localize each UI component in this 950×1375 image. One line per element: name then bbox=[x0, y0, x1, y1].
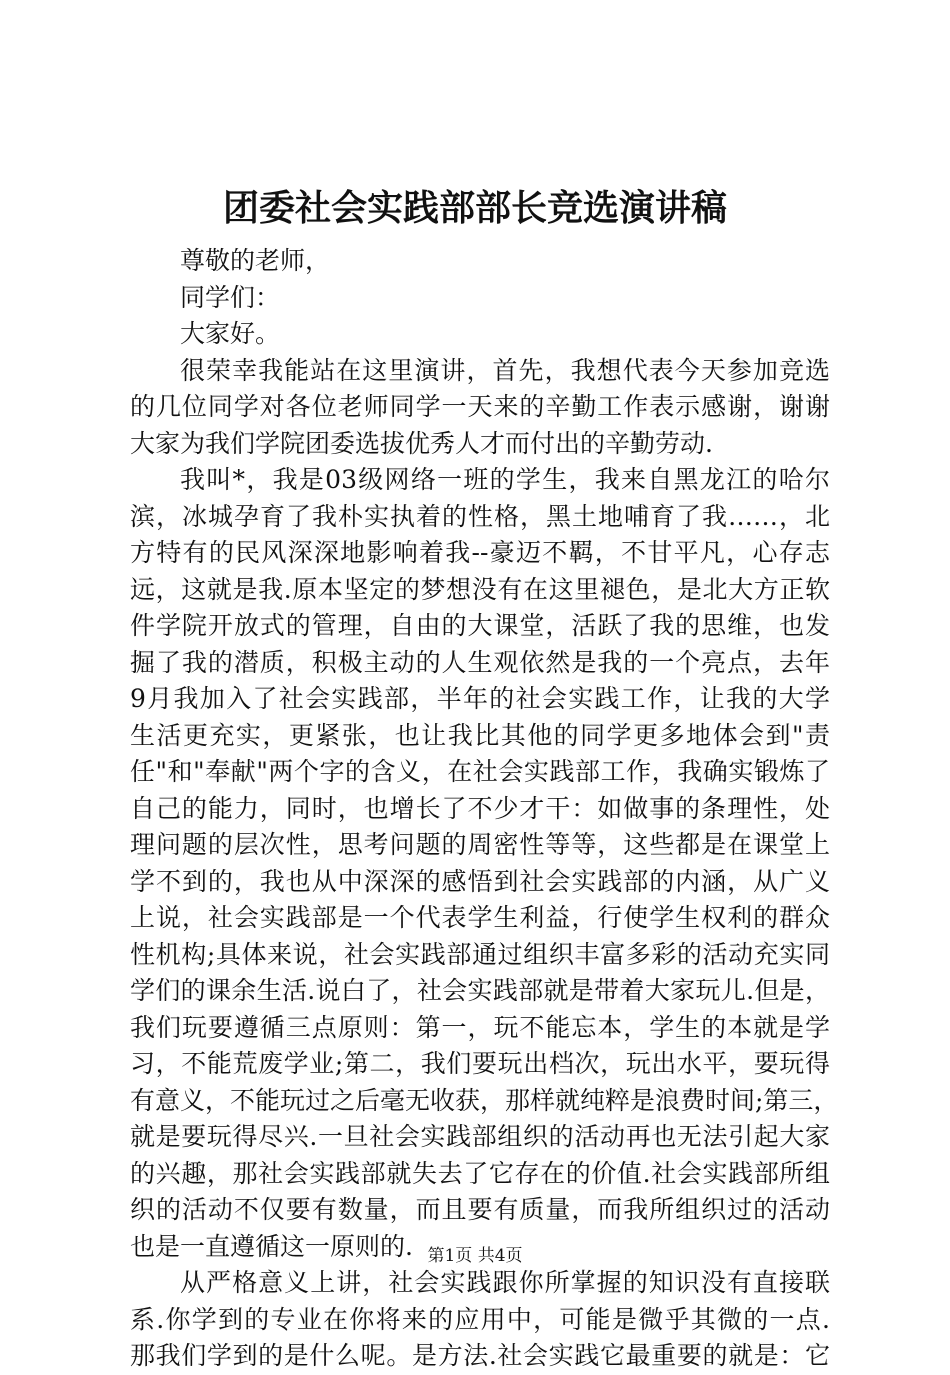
text-line: 远，这就是我.原本坚定的梦想没有在这里褪色，是北大方正软 bbox=[130, 574, 830, 604]
text-line: 任"和"奉献"两个字的含义，在社会实践部工作，我确实锻炼了 bbox=[130, 757, 830, 786]
text-line: 性机构;具体来说，社会实践部通过组织丰富多彩的活动充实同 bbox=[130, 939, 830, 969]
page-number: 第1页 共4页 bbox=[427, 1246, 523, 1266]
text-line: 那我们学到的是什么呢。是方法.社会实践它最重要的就是：它 bbox=[130, 1341, 830, 1370]
text-line: 大家好。 bbox=[180, 319, 281, 348]
text-line: 有意义，不能玩过之后毫无收获，那样就纯粹是浪费时间;第三， bbox=[130, 1085, 839, 1115]
text-line: 大家为我们学院团委选拔优秀人才而付出的辛勤劳动. bbox=[130, 428, 713, 458]
text-line: 方特有的民风深深地影响着我--豪迈不羁，不甘平凡，心存志 bbox=[130, 538, 830, 567]
text-line: 理问题的层次性，思考问题的周密性等等，这些都是在课堂上 bbox=[130, 830, 830, 859]
text-line: 的兴趣，那社会实践部就失去了它存在的价值.社会实践部所组 bbox=[130, 1158, 830, 1188]
text-line: 9月我加入了社会实践部，半年的社会实践工作，让我的大学 bbox=[130, 684, 830, 713]
text-line: 学们的课余生活.说白了，社会实践部就是带着大家玩儿.但是， bbox=[130, 976, 830, 1005]
text-line: 织的活动不仅要有数量，而且要有质量，而我所组织过的活动 bbox=[130, 1195, 830, 1224]
text-line: 就是要玩得尽兴.一旦社会实践部组织的活动再也无法引起大家 bbox=[130, 1122, 830, 1151]
text-line: 上说，社会实践部是一个代表学生利益，行使学生权利的群众 bbox=[130, 903, 830, 932]
document-body bbox=[130, 243, 839, 1375]
text-line: 滨，冰城孕育了我朴实执着的性格，黑土地哺育了我……，北 bbox=[130, 501, 830, 531]
text-line: 的几位同学对各位老师同学一天来的辛勤工作表示感谢，谢谢 bbox=[130, 392, 830, 421]
text-line: 件学院开放式的管理，自由的大课堂，活跃了我的思维，也发 bbox=[130, 611, 830, 640]
text-line: 我叫*，我是03级网络一班的学生，我来自黑龙江的哈尔 bbox=[180, 465, 830, 494]
text-line: 很荣幸我能站在这里演讲，首先，我想代表今天参加竞选 bbox=[180, 355, 830, 385]
text-line: 我们玩要遵循三点原则：第一，玩不能忘本，学生的本就是学 bbox=[130, 1012, 830, 1042]
text-line: 习，不能荒废学业;第二，我们要玩出档次，玩出水平，要玩得 bbox=[130, 1049, 830, 1078]
text-line: 也是一直遵循这一原则的. bbox=[130, 1231, 413, 1261]
text-line: 生活更充实，更紧张，也让我比其他的同学更多地体会到"责 bbox=[130, 720, 830, 750]
text-line: 系.你学到的专业在你将来的应用中，可能是微乎其微的一点. bbox=[130, 1304, 830, 1334]
text-line: 尊敬的老师， bbox=[180, 246, 331, 275]
text-line: 从严格意义上讲，社会实践跟你所掌握的知识没有直接联 bbox=[180, 1268, 830, 1297]
text-line: 自己的能力，同时，也增长了不少才干：如做事的条理性，处 bbox=[130, 793, 830, 823]
text-line: 掘了我的潜质，积极主动的人生观依然是我的一个亮点，去年 bbox=[130, 647, 830, 677]
text-line: 学不到的，我也从中深深的感悟到社会实践部的内涵，从广义 bbox=[130, 866, 830, 896]
document-title: 团委社会实践部部长竞选演讲稿 bbox=[222, 187, 727, 229]
text-line: 同学们： bbox=[180, 282, 281, 312]
